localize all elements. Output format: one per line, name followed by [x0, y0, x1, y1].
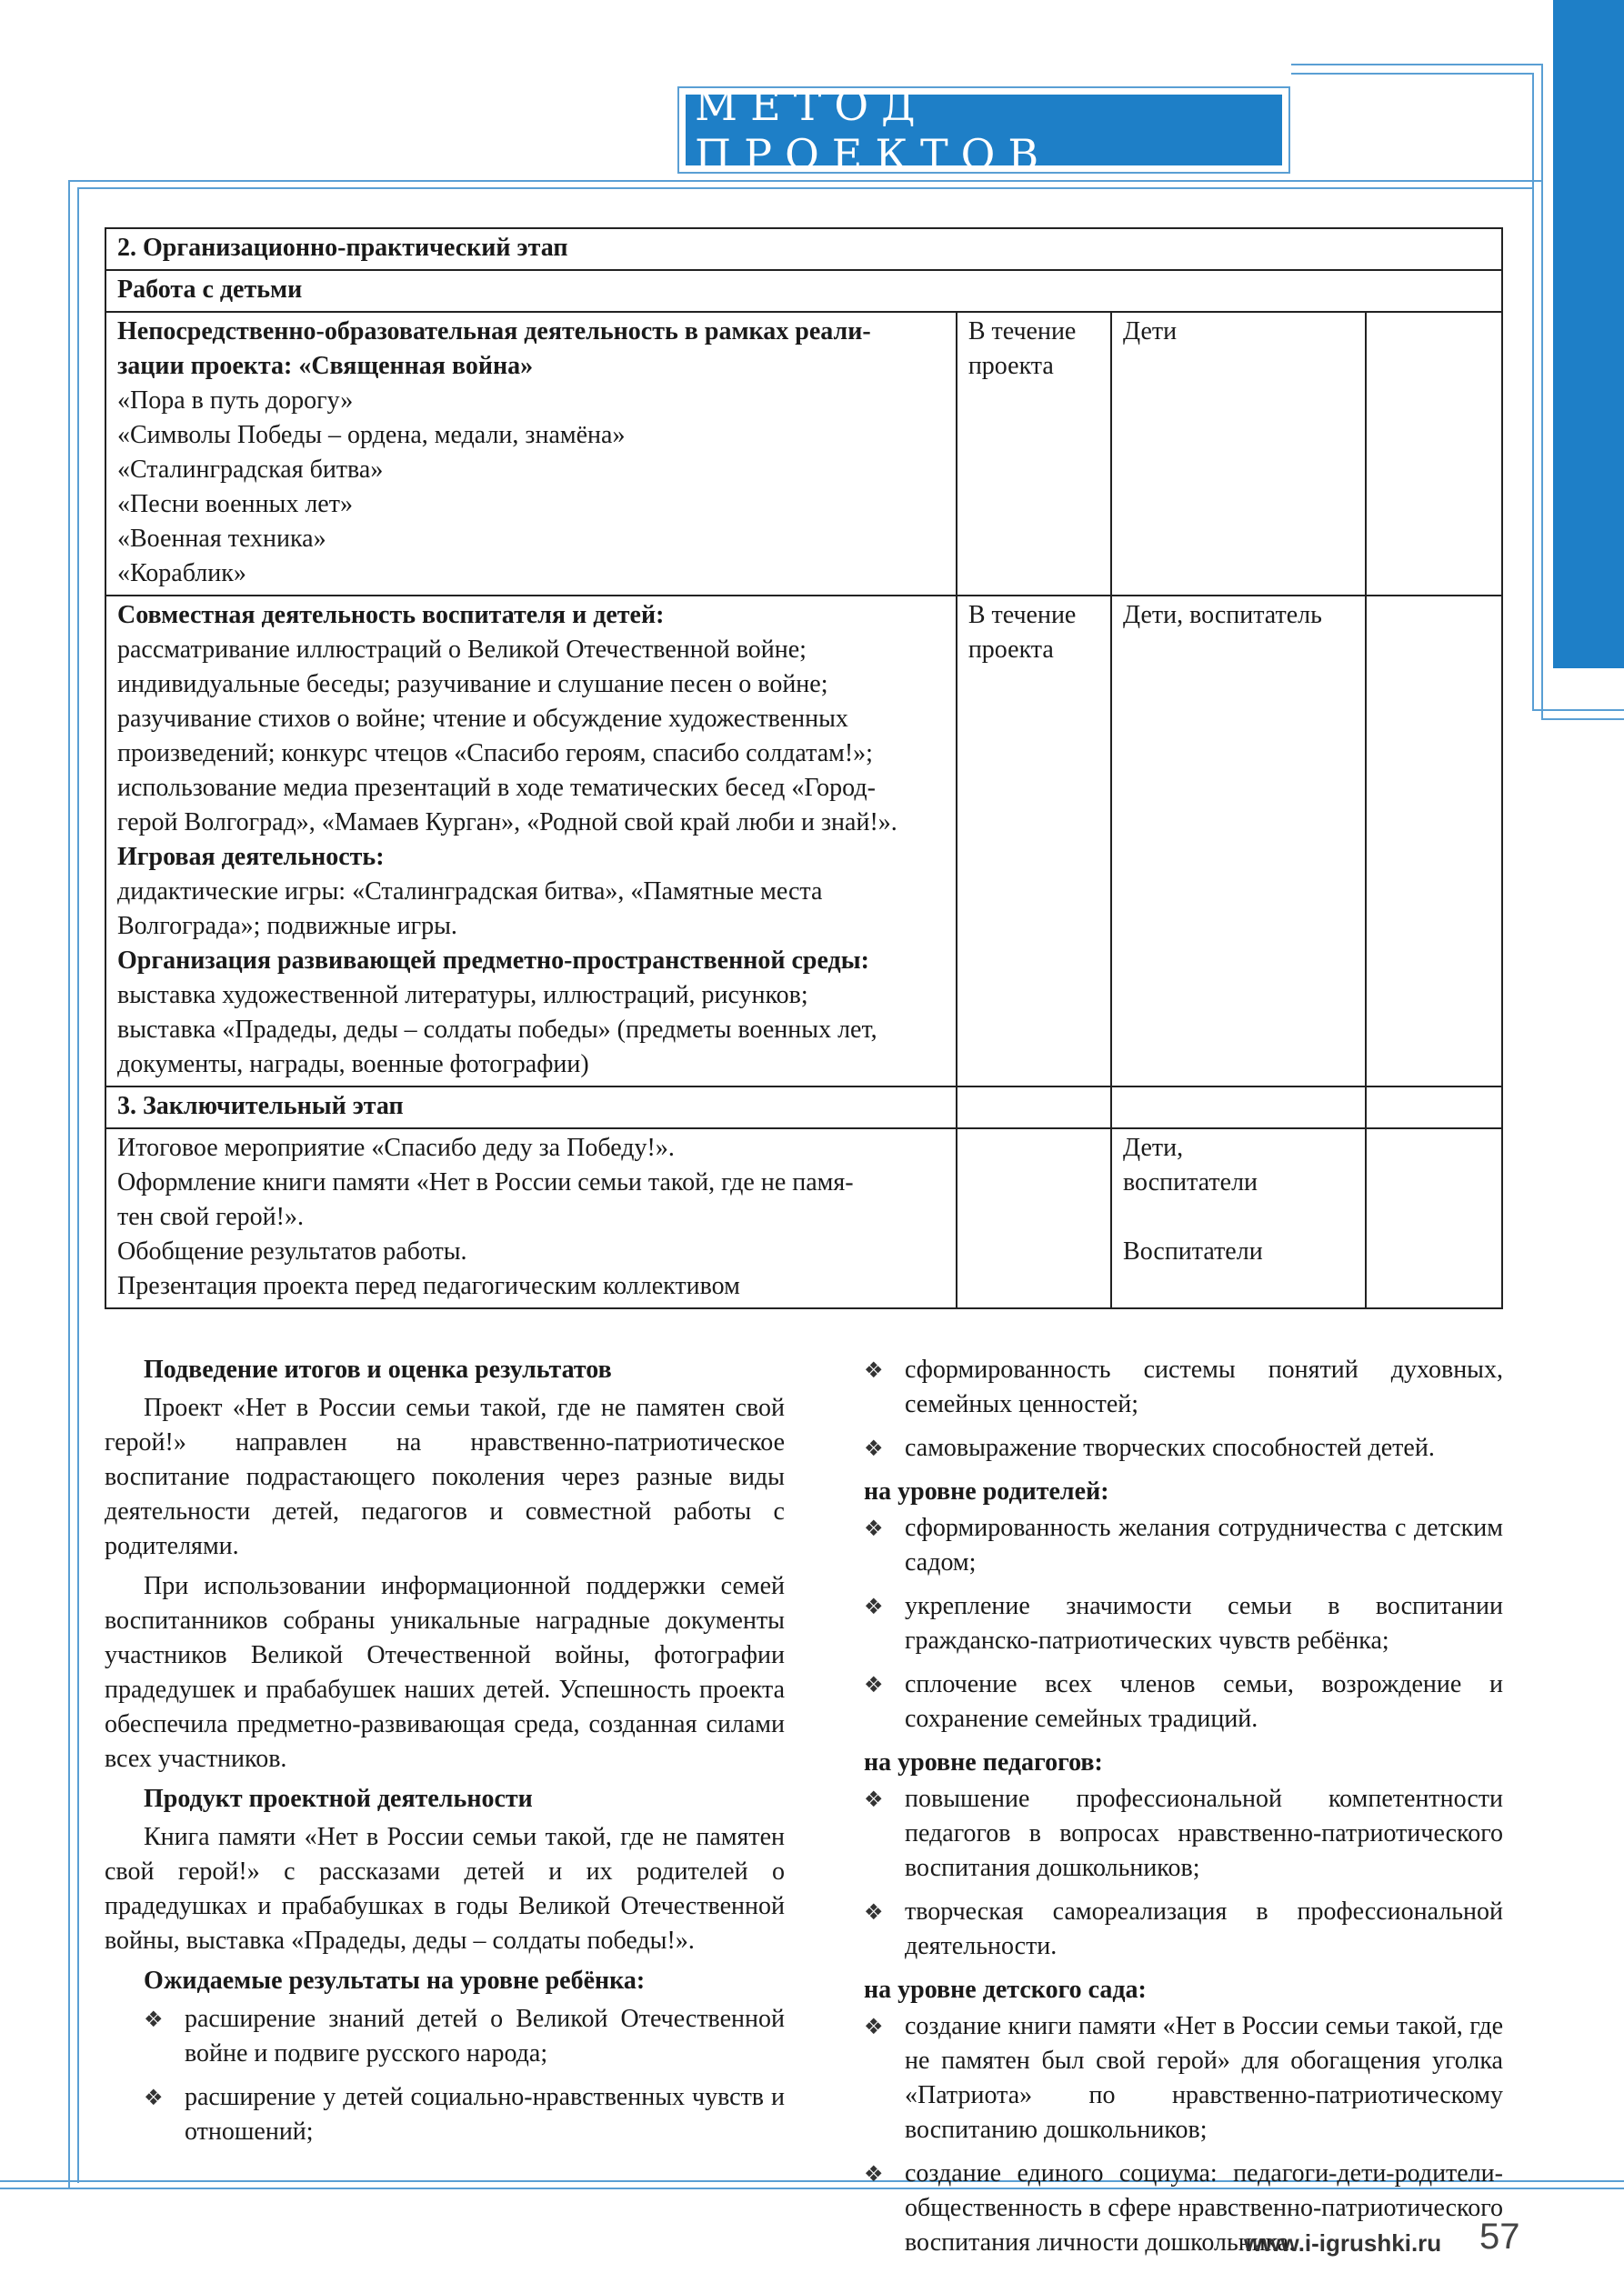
- stage3-title: 3. Заключительный этап: [105, 1086, 957, 1128]
- row3-line: Итоговое мероприятие «Спасибо деду за Победу!».: [117, 1134, 675, 1162]
- kindergarten-heading: на уровне детского сада:: [864, 1976, 1147, 2004]
- frame-left-line-inner: [77, 187, 79, 2183]
- parents-results-list: [864, 1511, 1503, 1737]
- row2-line: разучивание стихов о войне; чтение и обсуждение художественных: [117, 705, 848, 733]
- row3-line: тен свой герой!».: [117, 1203, 304, 1231]
- row3-who-line: Дети,: [1123, 1134, 1184, 1162]
- teachers-results-list: [864, 1782, 1503, 1964]
- table-row: [105, 596, 1502, 1086]
- row3-participants: [1111, 1128, 1366, 1308]
- frame-left-line: [68, 180, 70, 2189]
- row2-heading: Организация развивающей предметно-пространственной среды:: [117, 946, 869, 975]
- stage3-extra-empty: [1366, 1086, 1502, 1128]
- row2-line: герой Волгоград», «Мамаев Курган», «Родной свой край люби и знай!».: [117, 808, 897, 836]
- diamond-bullet-icon: ❖: [864, 2161, 884, 2187]
- row1-topic: «Символы Победы – ордена, медали, знамёна»: [117, 421, 626, 449]
- row1-when-line: В течение: [967, 317, 1077, 345]
- stage3-who-empty: [1111, 1086, 1366, 1128]
- page-number: 57: [1479, 2217, 1520, 2257]
- row3-who-line: Воспитатели: [1123, 1237, 1263, 1266]
- row3-line: Презентация проекта перед педагогическим коллективом: [117, 1272, 740, 1300]
- table-row: [105, 312, 1502, 596]
- list-item-text: создание единого социума: педагоги-дети-родители-общественность в сфере нравственно-патриотического воспитания личности дошкольника.: [905, 2159, 1503, 2257]
- summary-paragraph: Проект «Нет в России семьи такой, где не памятен свой герой!» направлен на нравственно-патриотическое воспитание подрастающего поколения через разные виды деятельности детей, педагогов и совместной работы с родителями.: [105, 1394, 785, 1560]
- diamond-bullet-icon: ❖: [864, 1787, 884, 1812]
- row2-line: документы, награды, военные фотографии): [117, 1050, 589, 1078]
- diamond-bullet-icon: ❖: [864, 1899, 884, 1925]
- row1-activity: [105, 312, 957, 596]
- row1-topic: «Песни военных лет»: [117, 490, 353, 518]
- diamond-bullet-icon: ❖: [144, 2085, 164, 2110]
- teachers-heading: на уровне педагогов:: [864, 1748, 1103, 1777]
- list-item: [864, 1511, 1503, 1580]
- list-item: [105, 2002, 785, 2071]
- summary-paragraph: При использовании информационной поддержки семей воспитанников собраны уникальные наградные документы участников Великой Отечественной войны, фотографии прадедушек и прабабушек наших детей. Успешность проекта обеспечила предметно-развивающая среда, созданная силами всех участников.: [105, 1572, 785, 1773]
- list-item: [864, 1353, 1503, 1422]
- kindergarten-results-list: [864, 2009, 1503, 2260]
- row3-activity: [105, 1128, 957, 1308]
- frame-right-top: [1291, 64, 1543, 65]
- parents-heading: на уровне родителей:: [864, 1477, 1109, 1506]
- diamond-bullet-icon: ❖: [864, 1594, 884, 1619]
- section-title: МЕТОД ПРОЕКТОВ: [686, 95, 1282, 165]
- table-row: [105, 228, 1502, 270]
- row2-heading: Игровая деятельность:: [117, 843, 385, 871]
- diamond-bullet-icon: ❖: [144, 2007, 164, 2032]
- side-color-band: [1553, 0, 1624, 668]
- list-item-text: повышение профессиональной компетентности педагогов в вопросах нравственно-патриотического воспитания дошкольников;: [905, 1785, 1503, 1882]
- summary-heading: Подведение итогов и оценка результатов: [144, 1356, 612, 1384]
- row2-line: индивидуальные беседы; разучивание и слушание песен о войне;: [117, 670, 828, 698]
- row3-who-gap: [1123, 1200, 1354, 1235]
- child-results-list-cont: [864, 1353, 1503, 1466]
- diamond-bullet-icon: ❖: [864, 1672, 884, 1697]
- row2-line: произведений; конкурс чтецов «Спасибо героям, спасибо солдатам!»;: [117, 739, 873, 767]
- list-item-text: самовыражение творческих способностей детей.: [905, 1434, 1435, 1462]
- diamond-bullet-icon: ❖: [864, 1357, 884, 1383]
- frame-right-bottom-outer: [1541, 718, 1624, 720]
- product-heading: Продукт проектной деятельности: [144, 1785, 533, 1813]
- row1-heading-line: зации проекта: «Священная война»: [117, 352, 534, 380]
- row1-topic: «Пора в путь дорогу»: [117, 386, 354, 415]
- row2-activity: [105, 596, 957, 1086]
- row2-participants: Дети, воспитатель: [1111, 596, 1366, 1086]
- list-item-text: расширение знаний детей о Великой Отечественной войне и подвиге русского народа;: [185, 2005, 785, 2068]
- row2-line: Волгограда»; подвижные игры.: [117, 912, 457, 940]
- list-item-text: сплочение всех членов семьи, возрождение и сохранение семейных традиций.: [905, 1670, 1503, 1733]
- product-paragraph: Книга памяти «Нет в России семьи такой, где не памятен свой герой!» с рассказами детей и их родителей о прадедушках и прабабушках в годы Великой Отечественной войны, выставка «Прадеды, деды – солдаты победы!».: [105, 1823, 785, 1955]
- list-item: [864, 1667, 1503, 1737]
- footer-website-link[interactable]: www.i-igrushki.ru: [1244, 2229, 1442, 2257]
- row1-topic: «Сталинградская битва»: [117, 456, 384, 484]
- row1-when: [957, 312, 1111, 596]
- table-row: [105, 270, 1502, 312]
- row2-heading: Совместная деятельность воспитателя и детей:: [117, 601, 665, 629]
- row2-line: использование медиа презентаций в ходе тематических бесед «Город-: [117, 774, 876, 802]
- list-item-text: сформированность желания сотрудничества с детским садом;: [905, 1514, 1503, 1577]
- list-item: [864, 2009, 1503, 2148]
- row2-line: выставка «Прадеды, деды – солдаты победы» (предметы военных лет,: [117, 1016, 877, 1044]
- list-item: [864, 1589, 1503, 1658]
- row3-empty-cell: [1366, 1128, 1502, 1308]
- row2-when-line: В течение: [967, 601, 1077, 629]
- section-title-box: [677, 81, 1290, 179]
- row1-empty-cell: [1366, 312, 1502, 596]
- row3-line: Оформление книги памяти «Нет в России семьи такой, где не памя-: [117, 1168, 854, 1197]
- diamond-bullet-icon: ❖: [864, 2014, 884, 2039]
- table-row: [105, 1086, 1502, 1128]
- row3-when-empty: [957, 1128, 1111, 1308]
- row1-topic: «Кораблик»: [117, 559, 246, 587]
- table-row: [105, 1128, 1502, 1308]
- frame-right-line-inner: [1532, 73, 1534, 709]
- stage2-title: 2. Организационно-практический этап: [105, 228, 1502, 270]
- list-item: [864, 1782, 1503, 1886]
- diamond-bullet-icon: ❖: [864, 1516, 884, 1541]
- stage3-when-empty: [957, 1086, 1111, 1128]
- work-with-children-title: Работа с детьми: [105, 270, 1502, 312]
- project-plan-table: [105, 227, 1503, 1309]
- row1-topic: «Военная техника»: [117, 525, 326, 553]
- list-item-text: создание книги памяти «Нет в России семьи такой, где не памятен был свой герой» для обогащения уголка «Патриота» по нравственно-патриотическому воспитанию дошкольников;: [905, 2012, 1503, 2144]
- list-item: [864, 1431, 1503, 1466]
- frame-right-bottom: [1532, 709, 1624, 711]
- list-item-text: укрепление значимости семьи в воспитании гражданско-патриотических чувств ребёнка;: [905, 1592, 1503, 1655]
- list-item-text: творческая самореализация в профессиональной деятельности.: [905, 1898, 1503, 1960]
- list-item-text: сформированность системы понятий духовных, семейных ценностей;: [905, 1356, 1503, 1418]
- row2-when: [957, 596, 1111, 1086]
- row1-when-line: проекта: [967, 352, 1054, 380]
- frame-right-top-inner: [1291, 73, 1534, 75]
- row2-empty-cell: [1366, 596, 1502, 1086]
- row2-line: дидактические игры: «Сталинградская битва», «Памятные места: [117, 877, 823, 906]
- list-item: [105, 2080, 785, 2149]
- diamond-bullet-icon: ❖: [864, 1436, 884, 1461]
- row1-participants: Дети: [1111, 312, 1366, 596]
- child-results-list: [105, 2002, 785, 2149]
- frame-top-line-inner: [77, 187, 1532, 189]
- row1-heading-line: Непосредственно-образовательная деятельность в рамках реали-: [117, 317, 871, 345]
- list-item: [864, 1895, 1503, 1964]
- right-text-column: [864, 1353, 1503, 2269]
- row3-line: Обобщение результатов работы.: [117, 1237, 467, 1266]
- row3-who-line: воспитатели: [1123, 1168, 1258, 1197]
- frame-top-line: [68, 180, 1541, 182]
- list-item-text: расширение у детей социально-нравственных чувств и отношений;: [185, 2083, 785, 2146]
- row2-line: выставка художественной литературы, иллюстраций, рисунков;: [117, 981, 808, 1009]
- frame-right-line: [1541, 64, 1543, 718]
- row2-line: рассматривание иллюстраций о Великой Отечественной войне;: [117, 636, 807, 664]
- child-results-heading: Ожидаемые результаты на уровне ребёнка:: [144, 1967, 646, 1995]
- left-text-column: [105, 1353, 785, 2158]
- row2-when-line: проекта: [967, 636, 1054, 664]
